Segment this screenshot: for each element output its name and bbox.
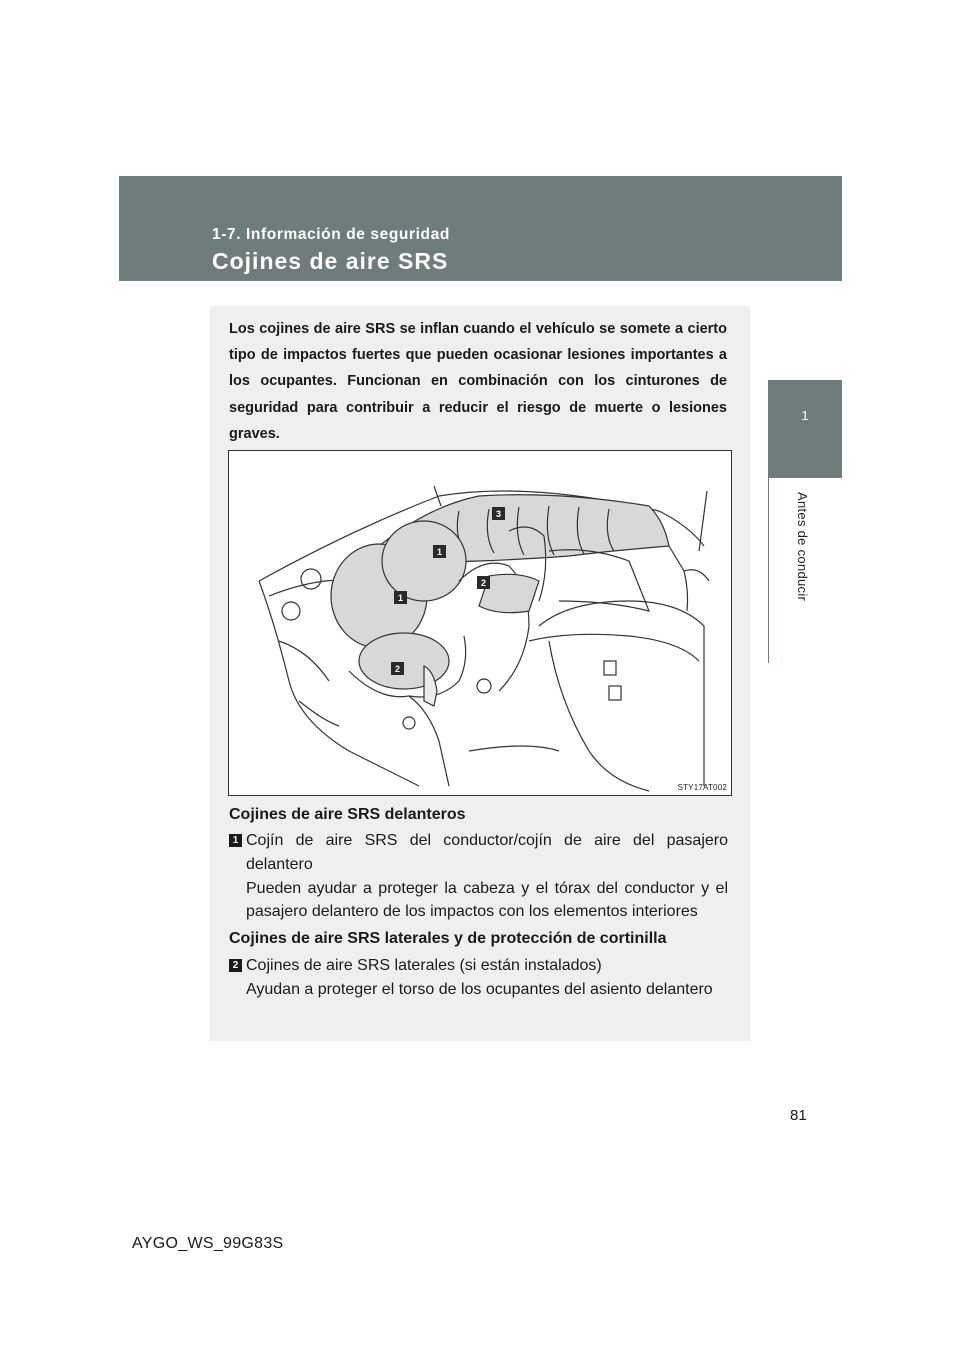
item-text: Cojín de aire SRS del conductor/cojín de aire del pasajero delantero [246,832,728,873]
callout-1-passenger-label: 1 [436,547,443,557]
callout-2-driver-label: 2 [394,664,401,674]
figure-code: STY17AT002 [677,783,727,792]
document-code: AYGO_WS_99G83S [132,1235,284,1252]
airbag-illustration [228,450,732,796]
page-number: 81 [790,1107,807,1124]
item-detail: Ayudan a proteger el torso de los ocupantes del asiento delantero [246,980,713,998]
list-item [229,829,728,924]
heading-front-airbags: Cojines de aire SRS delanteros [229,806,466,823]
callout-2-passenger-label: 2 [480,578,487,588]
item-text: Cojines de aire SRS laterales (si están instalados) [246,957,602,974]
heading-side-curtain-airbags: Cojines de aire SRS laterales y de protección de cortinilla [229,930,667,947]
callout-3-label: 3 [495,509,502,519]
section-label: 1-7. Información de seguridad [212,226,450,243]
page-title: Cojines de aire SRS [212,248,449,274]
item-badge: 2 [229,959,242,972]
chapter-number: 1 [801,408,809,423]
callout-1-driver-label: 1 [397,593,404,603]
intro-paragraph: Los cojines de aire SRS se inflan cuando el vehículo se somete a cierto tipo de impactos fuertes que pueden ocasionar lesiones importantes a los ocupantes. Funcionan en combinación con los cinturones de seguridad para contribuir a reducir el riesgo de muerte o lesiones graves. [229,321,727,442]
list-item [229,954,728,1002]
item-badge: 1 [229,834,242,847]
chapter-tab-rule [768,478,769,663]
car-interior-drawing [229,451,731,795]
chapter-tab [768,380,842,478]
item-detail: Pueden ayudar a proteger la cabeza y el tórax del conductor y el pasajero delantero de los impactos con los elementos interiores [246,879,728,921]
chapter-title: Antes de conducir [795,492,810,602]
